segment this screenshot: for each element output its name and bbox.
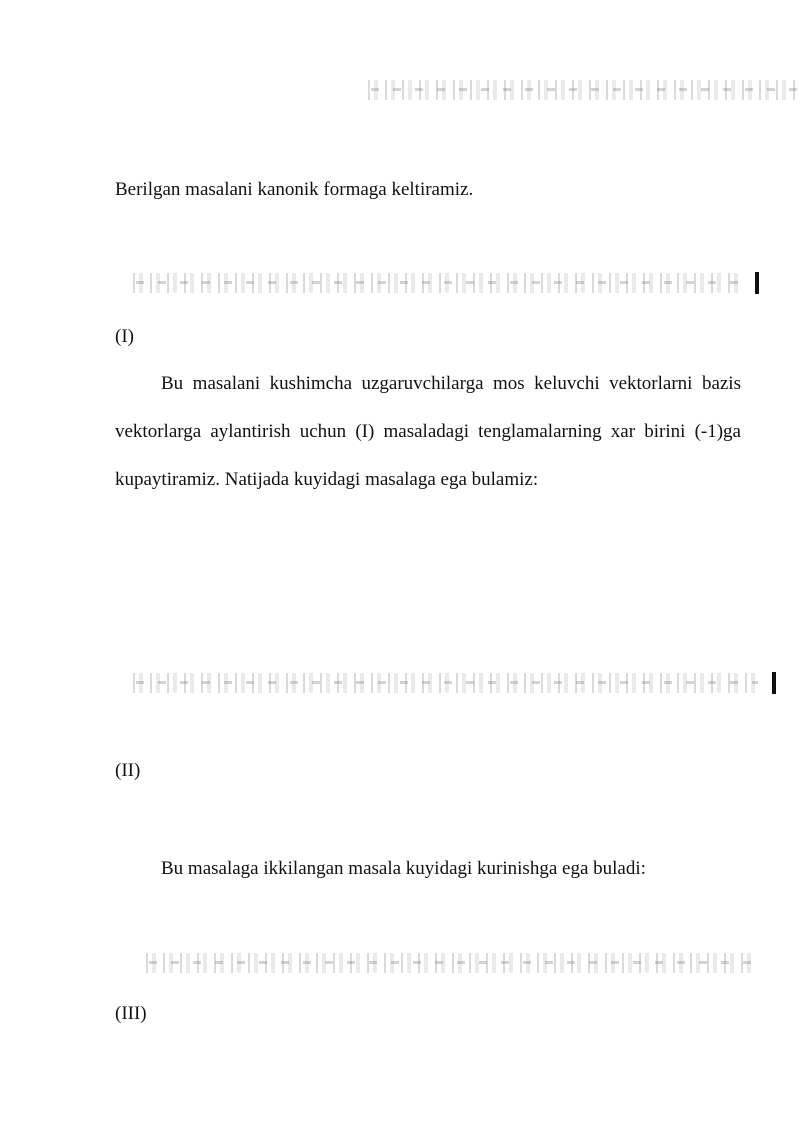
equation-label-3: (III) [115, 1003, 147, 1024]
equation-label-2: (II) [115, 760, 141, 781]
paragraph-1: Bu masalani kushimcha uzgaruvchilarga mos keluvchi vektorlarni bazis vektorlarga aylantirish uchun (I) masaladagi tenglamalarning xar birini (-1)ga kupaytiramiz. Natijada kuyidagi masalaga ega bulamiz: [115, 373, 741, 490]
header-formula [365, 80, 797, 100]
equation-label-1: (I) [115, 326, 134, 347]
formula-1-bracket [755, 272, 759, 294]
formula-1 [130, 273, 740, 293]
formula-2 [130, 673, 758, 693]
paragraph-2: Bu masalaga ikkilangan masala kuyidagi kurinishga ega buladi: [161, 858, 646, 879]
intro-text: Berilgan masalani kanonik formaga keltiramiz. [115, 179, 474, 200]
formula-3 [143, 953, 755, 973]
formula-2-bracket [772, 672, 776, 694]
